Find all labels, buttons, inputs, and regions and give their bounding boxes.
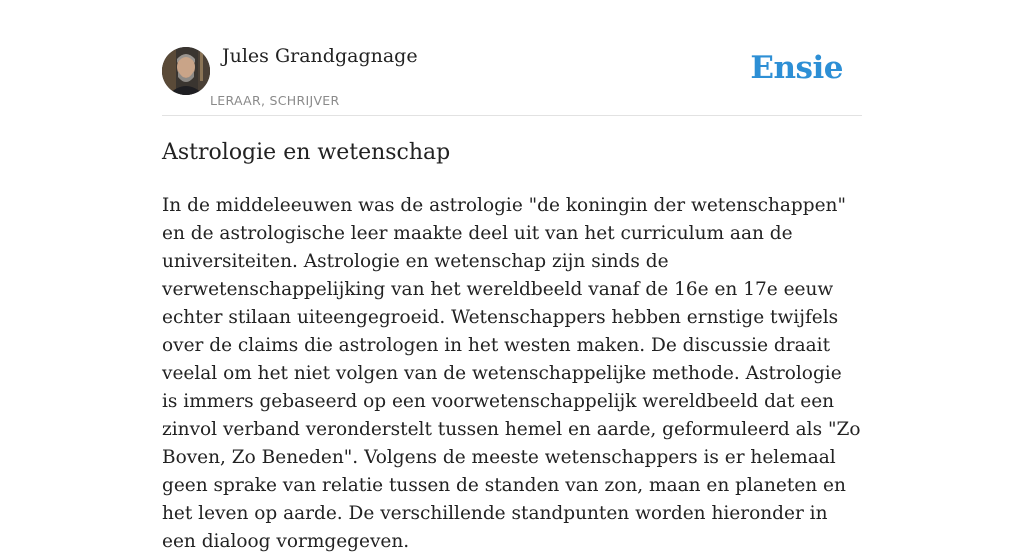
author-name[interactable]: Jules Grandgagnage bbox=[222, 45, 418, 67]
brand-logo[interactable]: Ensie bbox=[750, 50, 843, 86]
author-portrait-icon bbox=[162, 47, 210, 95]
article-title: Astrologie en wetenschap bbox=[162, 140, 451, 165]
article-body: In de middeleeuwen was de astrologie "de koningin der wetenschappen" en de astrologische leer maakte deel uit van het curriculum aan de universiteiten. Astrologie en wetenschap zijn sinds de verwetenschappelijking van het wereldbeeld vanaf de 16e en 17e eeuw echter stilaan uiteengegroeid. Wetenschappers hebben ernstige twijfels over de claims die astrologen in het westen maken. De discussie draait veelal om het niet volgen van de wetenschappelijke methode. Astrologie is immers gebaseerd op een voorwetenschappelijk wereldbeeld dat een zinvol verband veronderstelt tussen hemel en aarde, geformuleerd als "Zo Boven, Zo Beneden". Volgens de meeste wetenschappers is er helemaal geen sprake van relatie tussen de standen van zon, maan en planeten en het leven op aarde. De verschillende standpunten worden hieronder in een dialoog vormgegeven. bbox=[162, 195, 861, 552]
avatar[interactable] bbox=[162, 47, 210, 95]
author-role: LERAAR, SCHRIJVER bbox=[210, 93, 340, 108]
article-card bbox=[162, 0, 862, 552]
header-divider bbox=[162, 115, 862, 116]
